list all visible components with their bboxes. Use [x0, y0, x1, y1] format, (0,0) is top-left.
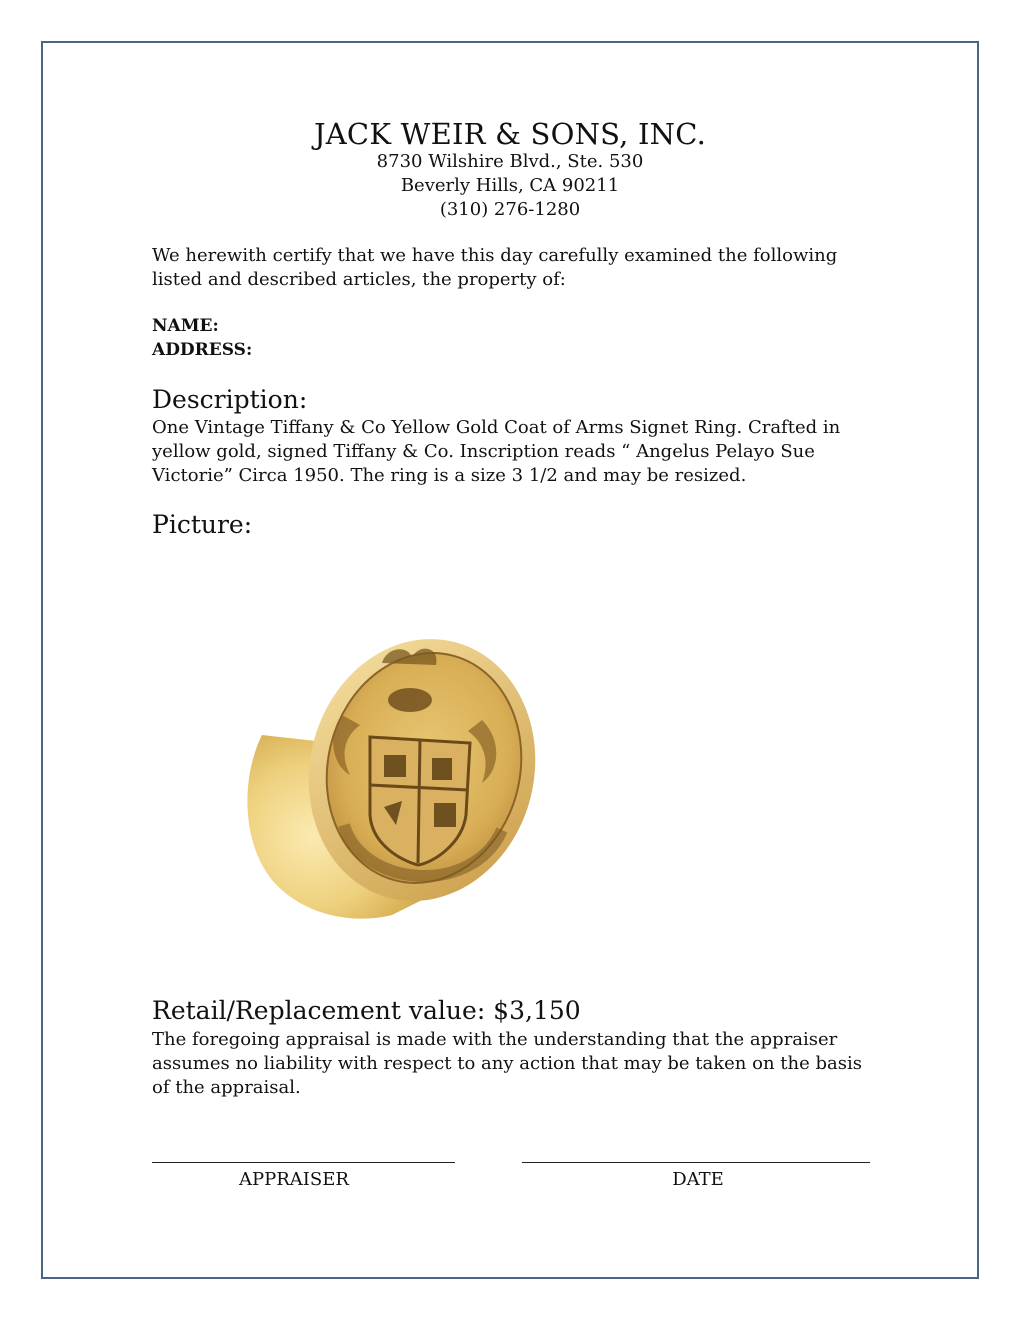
name-label: NAME:: [152, 316, 219, 336]
gold-signet-ring-image: [232, 625, 552, 930]
appraiser-signature-line: [152, 1162, 455, 1163]
date-signature-line: [522, 1162, 870, 1163]
picture-heading: Picture:: [152, 510, 253, 539]
address-label: ADDRESS:: [152, 340, 253, 360]
appraiser-label: APPRAISER: [239, 1169, 349, 1190]
description-heading: Description:: [152, 385, 308, 414]
description-body: One Vintage Tiffany & Co Yellow Gold Coat of Arms Signet Ring. Crafted in yellow gold, signed Tiffany & Co. Inscription reads “ Angelus Pelayo Sue Victorie” Circa 1950. The ring is a size 3 1/2 and may be resized.: [152, 417, 841, 486]
company-address-line1: 8730 Wilshire Blvd., Ste. 530: [376, 151, 644, 172]
company-address-line2: Beverly Hills, CA 90211: [400, 175, 620, 196]
company-phone: (310) 276-1280: [439, 199, 581, 220]
company-name: JACK WEIR & SONS, INC.: [313, 117, 707, 151]
date-label: DATE: [672, 1169, 724, 1190]
retail-value-heading: Retail/Replacement value: $3,150: [152, 996, 581, 1025]
appraisal-disclaimer: The foregoing appraisal is made with the understanding that the appraiser assumes no liability with respect to any action that may be taken on the basis of the appraisal.: [152, 1029, 862, 1098]
certification-text: We herewith certify that we have this day carefully examined the following listed and described articles, the property of:: [152, 245, 838, 290]
